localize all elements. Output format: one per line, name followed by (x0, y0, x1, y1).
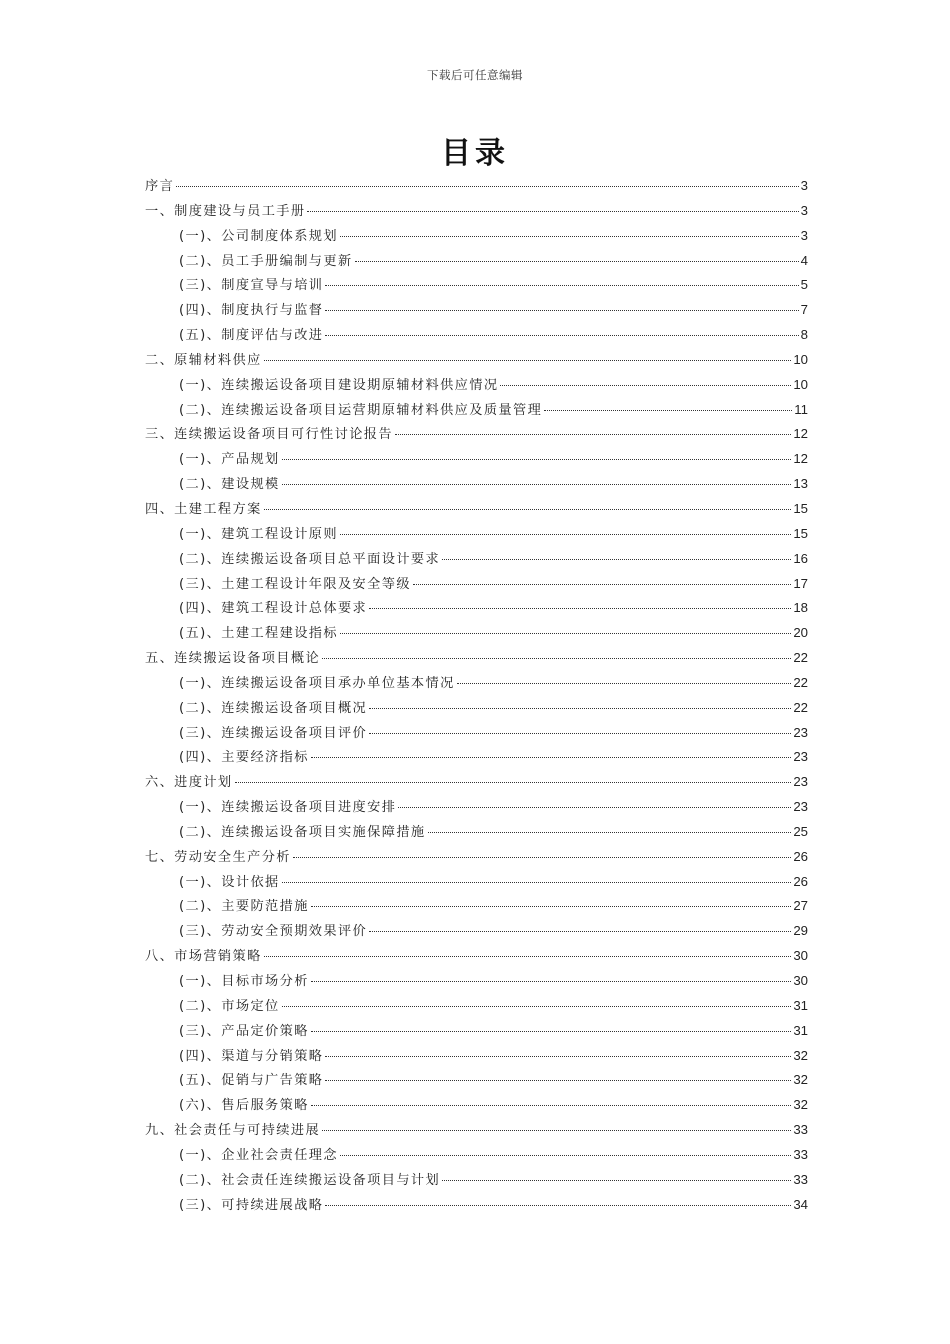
toc-entry-text: (一)、企业社会责任理念 (179, 1147, 338, 1163)
dot-leader (544, 410, 792, 411)
toc-entry-page-number: 27 (793, 898, 808, 914)
toc-entry-text: (四)、制度执行与监督 (179, 303, 324, 319)
toc-entry-text: 七、劳动安全生产分析 (145, 849, 291, 865)
toc-entry[interactable] (145, 1019, 808, 1044)
dot-leader (325, 1080, 791, 1081)
dot-leader (282, 484, 792, 485)
toc-entry[interactable] (145, 422, 808, 447)
dot-leader (413, 584, 791, 585)
header-note: 下载后可任意编辑 (427, 68, 523, 82)
dot-leader (235, 782, 792, 783)
toc-entry[interactable] (145, 994, 808, 1019)
toc-entry[interactable] (145, 199, 808, 224)
toc-entry-page-number: 22 (793, 650, 808, 666)
toc-entry-page-number: 29 (793, 923, 808, 939)
toc-entry-text: (三)、制度宣导与培训 (179, 278, 324, 294)
dot-leader (322, 658, 791, 659)
toc-entry-text: (二)、主要防范措施 (179, 899, 309, 915)
toc-entry-text: (四)、建筑工程设计总体要求 (179, 601, 368, 617)
toc-entry-text: (二)、连续搬运设备项目总平面设计要求 (179, 551, 441, 567)
dot-leader (325, 1205, 791, 1206)
toc-entry[interactable] (145, 919, 808, 944)
dot-leader (340, 236, 799, 237)
toc-entry[interactable] (145, 596, 808, 621)
toc-entry-text: (三)、连续搬运设备项目评价 (179, 725, 368, 741)
toc-entry-page-number: 25 (793, 823, 808, 839)
toc-entry-page-number: 3 (800, 178, 808, 193)
toc-entry-text: (二)、建设规模 (179, 477, 280, 493)
toc-list (145, 174, 808, 1217)
toc-entry[interactable] (145, 1118, 808, 1143)
toc-entry-text: (一)、连续搬运设备项目进度安排 (179, 800, 397, 816)
dot-leader (355, 261, 799, 262)
toc-entry-text: (一)、公司制度体系规划 (179, 228, 338, 244)
toc-entry-page-number: 31 (793, 997, 808, 1013)
toc-entry[interactable] (145, 174, 808, 199)
toc-entry-page-number: 30 (793, 948, 808, 964)
toc-entry-text: (二)、连续搬运设备项目概况 (179, 700, 368, 716)
toc-entry-text: (一)、产品规划 (179, 452, 280, 468)
toc-entry-page-number: 18 (793, 600, 808, 616)
toc-entry-text: (五)、土建工程建设指标 (179, 626, 338, 642)
toc-entry[interactable] (145, 721, 808, 746)
toc-entry[interactable] (145, 373, 808, 398)
toc-entry-page-number: 31 (793, 1022, 808, 1038)
toc-entry[interactable] (145, 323, 808, 348)
toc-entry[interactable] (145, 472, 808, 497)
toc-entry-text: (一)、连续搬运设备项目建设期原辅材料供应情况 (179, 377, 499, 393)
toc-entry-page-number: 33 (793, 1171, 808, 1187)
toc-entry-page-number: 3 (800, 202, 808, 218)
toc-entry-text: (三)、劳动安全预期效果评价 (179, 924, 368, 940)
toc-entry-page-number: 34 (793, 1196, 808, 1212)
dot-leader (311, 757, 792, 758)
dot-leader (325, 310, 798, 311)
toc-entry-page-number: 30 (793, 973, 808, 988)
dot-leader (369, 733, 791, 734)
dot-leader (282, 1006, 792, 1007)
toc-entry-page-number: 26 (793, 848, 808, 864)
toc-entry[interactable] (145, 770, 808, 795)
dot-leader (369, 608, 791, 609)
toc-entry-page-number: 16 (793, 550, 808, 566)
dot-leader (311, 981, 792, 982)
toc-entry-text: (五)、制度评估与改进 (179, 328, 324, 344)
toc-entry[interactable] (145, 745, 808, 770)
toc-entry-page-number: 17 (793, 575, 808, 591)
toc-entry-text: (一)、连续搬运设备项目承办单位基本情况 (179, 675, 455, 691)
dot-leader (264, 360, 792, 361)
toc-entry[interactable] (145, 646, 808, 671)
toc-entry[interactable] (145, 671, 808, 696)
toc-entry-page-number: 4 (800, 252, 808, 268)
toc-entry[interactable] (145, 447, 808, 472)
dot-leader (325, 335, 798, 336)
toc-entry[interactable] (145, 224, 808, 249)
toc-entry-text: (一)、设计依据 (179, 874, 280, 890)
toc-entry[interactable] (145, 572, 808, 597)
toc-entry-page-number: 12 (793, 426, 808, 442)
toc-entry-page-number: 22 (793, 699, 808, 715)
dot-leader (369, 931, 791, 932)
dot-leader (293, 857, 791, 858)
dot-leader (395, 434, 791, 435)
toc-entry-text: (二)、市场定位 (179, 998, 280, 1014)
toc-entry[interactable] (145, 497, 808, 522)
toc-entry[interactable] (145, 1143, 808, 1168)
dot-leader (442, 559, 791, 560)
dot-leader (282, 459, 792, 460)
toc-entry-text: (六)、售后服务策略 (179, 1098, 309, 1114)
toc-entry-page-number: 23 (793, 749, 808, 765)
toc-entry-page-number: 8 (800, 327, 808, 343)
dot-leader (264, 956, 792, 957)
dot-leader (176, 186, 798, 187)
toc-entry-text: (一)、建筑工程设计原则 (179, 526, 338, 542)
toc-entry-page-number: 13 (793, 476, 808, 492)
toc-entry-text: (三)、可持续进展战略 (179, 1197, 324, 1213)
toc-entry[interactable] (145, 398, 808, 423)
dot-leader (264, 509, 792, 510)
toc-entry-text: (二)、连续搬运设备项目运营期原辅材料供应及质量管理 (179, 402, 543, 418)
toc-entry[interactable] (145, 522, 808, 547)
toc-entry-text: 九、社会责任与可持续进展 (145, 1123, 321, 1139)
toc-entry-page-number: 5 (800, 277, 808, 293)
dot-leader (457, 683, 792, 684)
toc-entry-page-number: 15 (793, 500, 808, 516)
toc-entry-page-number: 33 (793, 1122, 808, 1138)
toc-entry-text: 二、原辅材料供应 (145, 352, 262, 368)
toc-entry[interactable] (145, 249, 808, 274)
toc-entry-text: 一、制度建设与员工手册 (145, 203, 306, 219)
toc-entry-page-number: 33 (793, 1146, 808, 1162)
toc-entry[interactable] (145, 1193, 808, 1218)
toc-entry-text: (二)、社会责任连续搬运设备项目与计划 (179, 1172, 441, 1188)
dot-leader (442, 1180, 791, 1181)
toc-entry[interactable] (145, 870, 808, 895)
toc-entry-page-number: 23 (793, 724, 808, 740)
toc-entry[interactable] (145, 1093, 808, 1118)
toc-entry-text: 五、连续搬运设备项目概论 (145, 651, 321, 667)
toc-entry-page-number: 11 (794, 401, 808, 417)
dot-leader (369, 708, 791, 709)
toc-entry-page-number: 32 (793, 1072, 808, 1088)
toc-entry[interactable] (145, 944, 808, 969)
dot-leader (340, 534, 791, 535)
toc-entry[interactable] (145, 969, 808, 994)
toc-entry-text: (四)、主要经济指标 (179, 750, 309, 766)
toc-entry-text: 八、市场营销策略 (145, 949, 262, 965)
dot-leader (282, 882, 792, 883)
toc-entry-page-number: 22 (793, 674, 808, 690)
dot-leader (322, 1130, 791, 1131)
dot-leader (398, 807, 791, 808)
toc-entry-text: (三)、土建工程设计年限及安全等级 (179, 576, 411, 592)
dot-leader (500, 385, 791, 386)
toc-entry-page-number: 10 (793, 351, 808, 367)
toc-entry[interactable] (145, 298, 808, 323)
toc-entry-page-number: 15 (793, 525, 808, 541)
toc-entry-text: 六、进度计划 (145, 775, 233, 791)
dot-leader (311, 1031, 792, 1032)
toc-entry-page-number: 10 (793, 376, 808, 392)
toc-title: 目录 (441, 136, 509, 171)
dot-leader (325, 285, 798, 286)
toc-entry-page-number: 32 (793, 1047, 808, 1063)
toc-entry-page-number: 23 (793, 799, 808, 815)
dot-leader (311, 1105, 792, 1106)
toc-entry[interactable] (145, 795, 808, 820)
toc-entry[interactable] (145, 547, 808, 572)
toc-entry[interactable] (145, 1068, 808, 1093)
toc-entry-page-number: 26 (793, 873, 808, 889)
toc-entry-page-number: 32 (793, 1097, 808, 1113)
toc-entry-page-number: 12 (793, 451, 808, 467)
dot-leader (340, 1155, 791, 1156)
toc-entry-page-number: 20 (793, 625, 808, 641)
toc-entry[interactable] (145, 820, 808, 845)
toc-entry[interactable] (145, 273, 808, 298)
toc-entry-text: 三、连续搬运设备项目可行性讨论报告 (145, 427, 393, 443)
dot-leader (307, 211, 798, 212)
toc-entry[interactable] (145, 621, 808, 646)
toc-entry-page-number: 23 (793, 774, 808, 790)
dot-leader (311, 906, 792, 907)
toc-entry-text: 四、土建工程方案 (145, 501, 262, 517)
toc-entry-text: (三)、产品定价策略 (179, 1023, 309, 1039)
toc-entry-text: 序言 (145, 179, 175, 194)
toc-entry[interactable] (145, 894, 808, 919)
toc-entry-page-number: 7 (800, 302, 808, 318)
toc-entry[interactable] (145, 696, 808, 721)
toc-entry[interactable] (145, 845, 808, 870)
toc-entry-text: (二)、员工手册编制与更新 (179, 253, 353, 269)
toc-entry[interactable] (145, 348, 808, 373)
toc-entry-text: (五)、促销与广告策略 (179, 1073, 324, 1089)
dot-leader (428, 832, 792, 833)
toc-entry-text: (四)、渠道与分销策略 (179, 1048, 324, 1064)
toc-entry-text: (一)、目标市场分析 (179, 974, 309, 989)
dot-leader (325, 1056, 791, 1057)
toc-entry[interactable] (145, 1168, 808, 1193)
toc-entry[interactable] (145, 1044, 808, 1069)
toc-entry-page-number: 3 (800, 227, 808, 243)
toc-entry-text: (二)、连续搬运设备项目实施保障措施 (179, 824, 426, 840)
dot-leader (340, 633, 791, 634)
